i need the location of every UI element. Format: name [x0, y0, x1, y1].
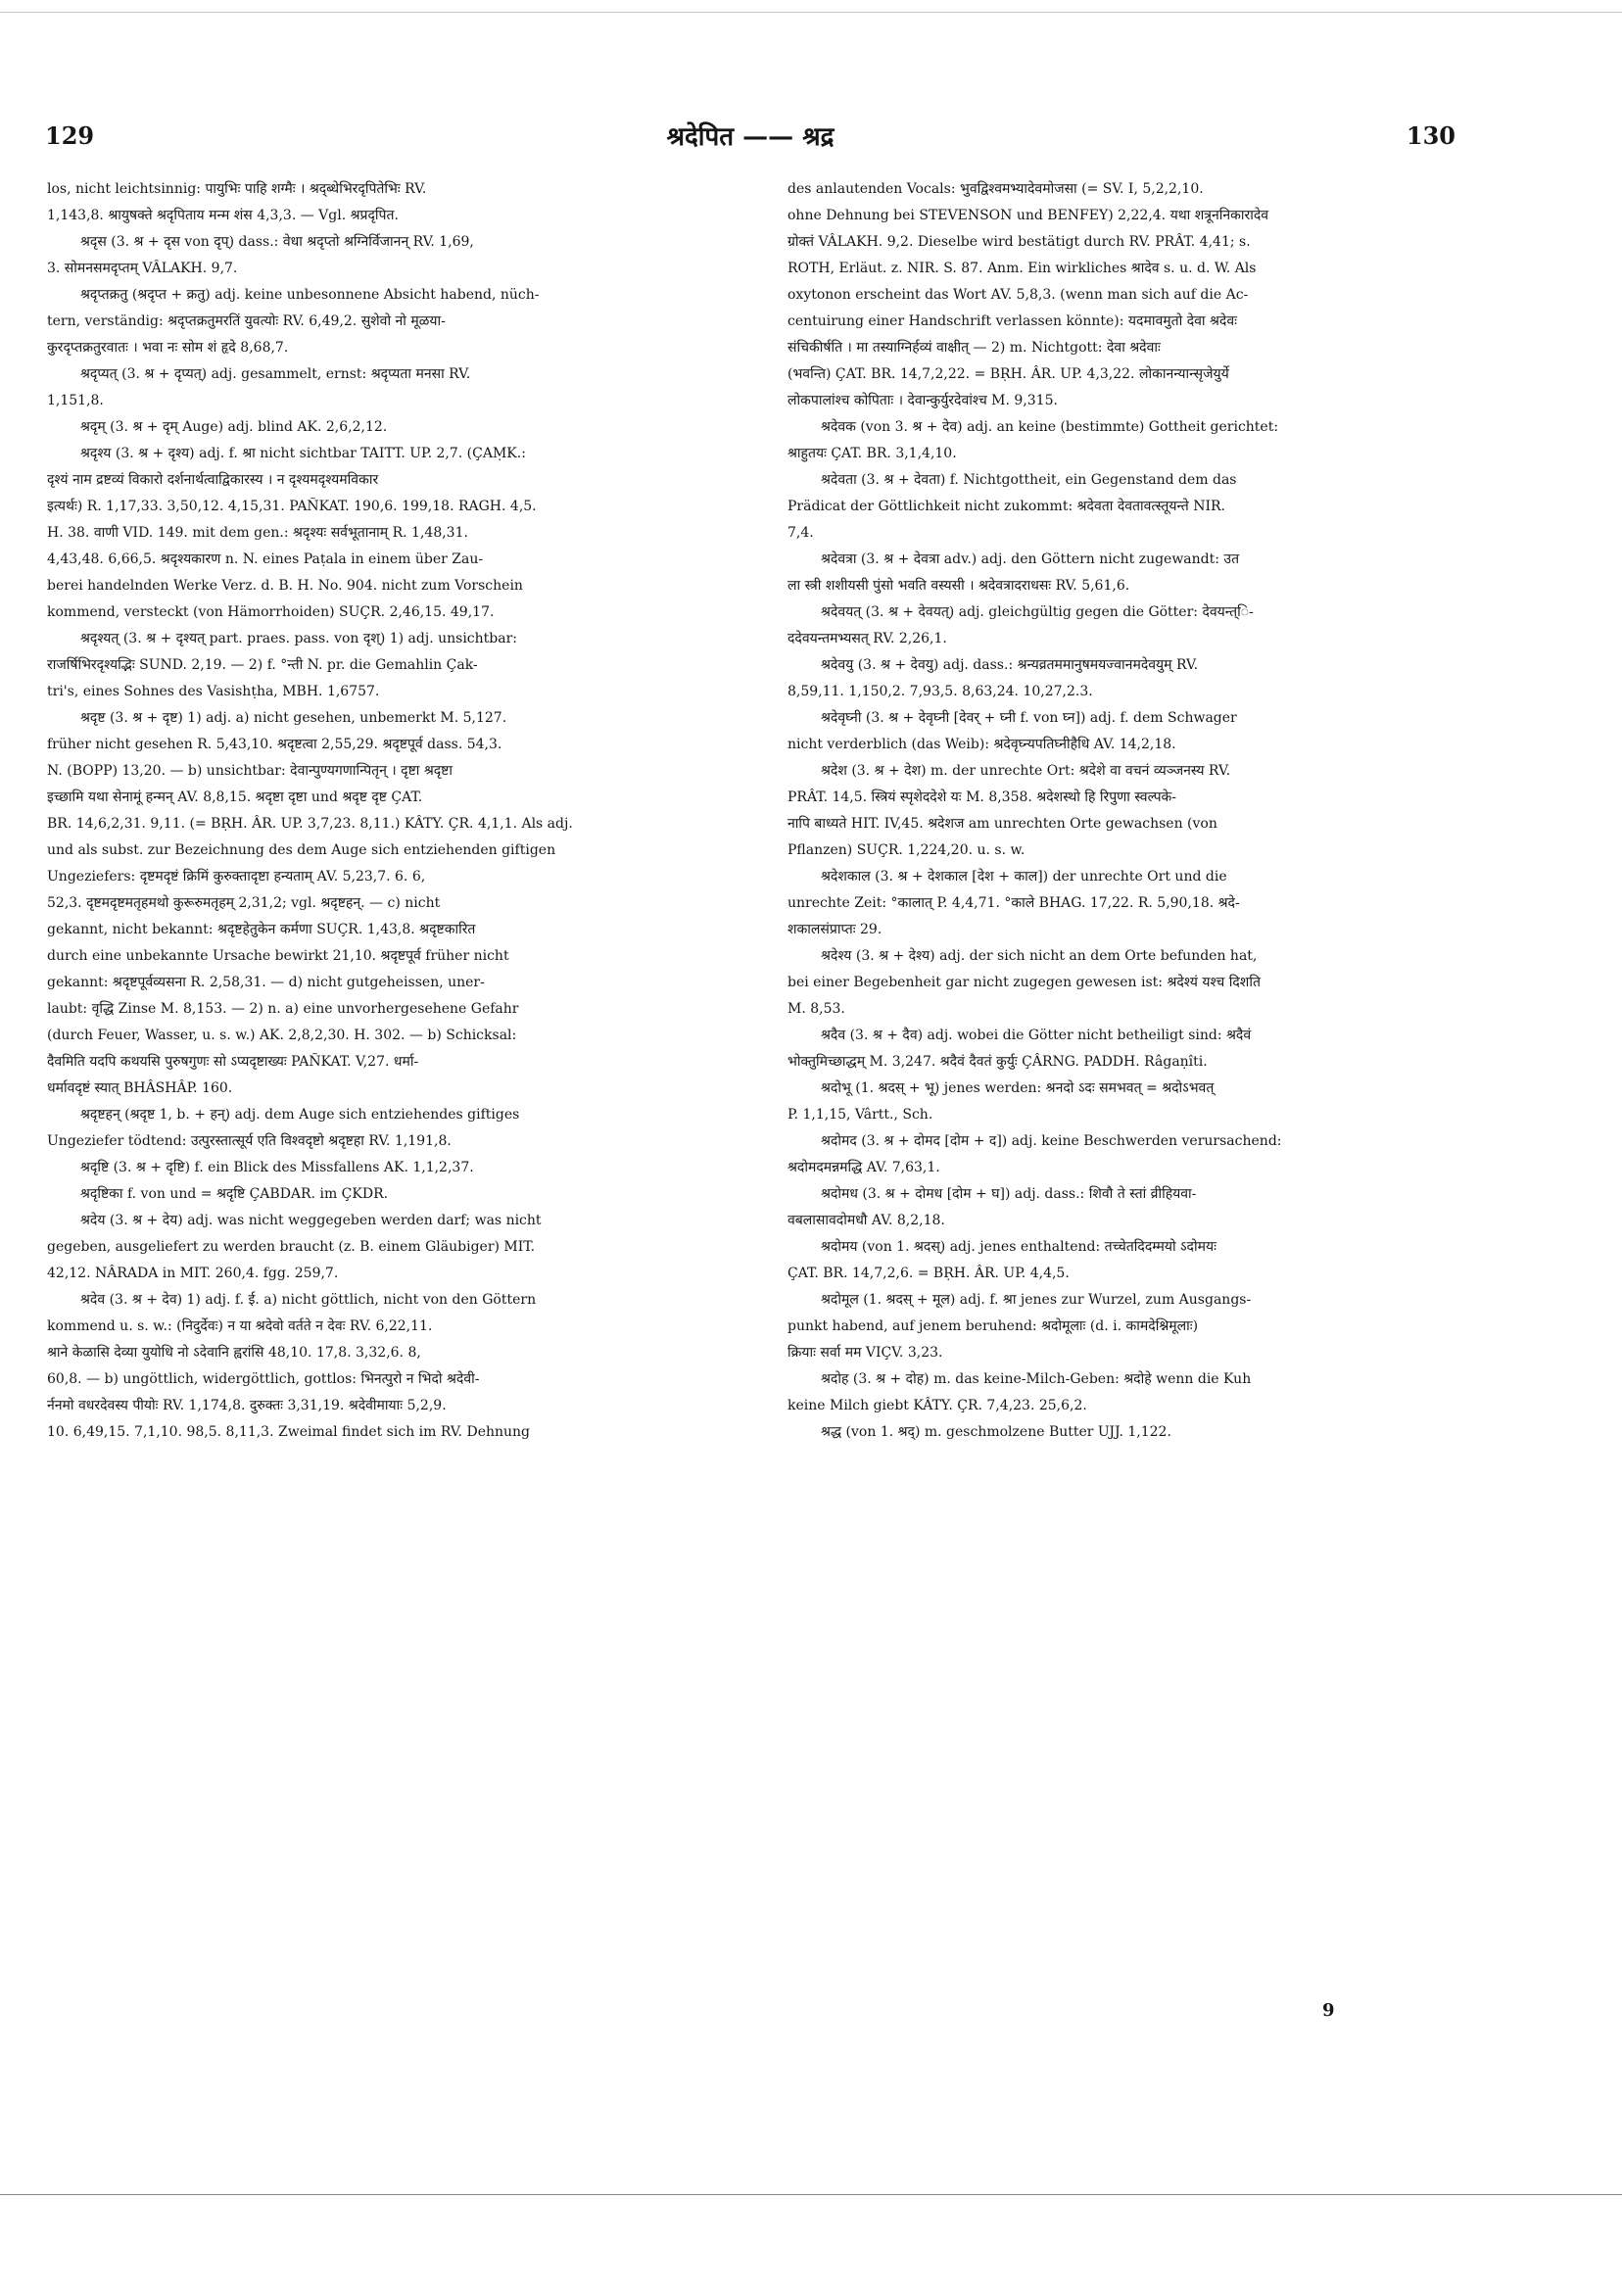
- entry-text-line: 1,151,8.: [47, 393, 104, 408]
- entry-text-line: इच्छामि यथा सेनामूं हन्मन् AV. 8,8,15. श्रदृष्टा दृष्टा und श्रदृष्ट दृष्ट ÇAT.: [47, 789, 423, 805]
- entry-text-line: tri's, eines Sohnes des Vasishṭha, MBH. 1,6757.: [47, 684, 380, 699]
- signature-mark: 9: [1322, 2000, 1335, 2021]
- entry-text-line: भोक्तुमिच्छाद्धम् M. 3,247. श्रदैवं दैवतं कुर्युः ÇÂRNG. PADDH. Râgaṇîti.: [787, 1054, 1208, 1070]
- entry-text-line: unrechte Zeit: °कालात् P. 4,4,71. °काले BHAG. 17,22. R. 5,90,18. श्रदे-: [787, 895, 1240, 911]
- page-number-right: 130: [1406, 121, 1455, 150]
- entry-text-line: oxytonon erscheint das Wort AV. 5,8,3. (wenn man sich auf die Ac-: [787, 287, 1249, 303]
- right-column: [787, 176, 1473, 1998]
- entry-text-line: श्राहुतयः ÇAT. BR. 3,1,4,10.: [787, 446, 957, 461]
- entry-text-line: punkt habend, auf jenem beruhend: श्रदोमूलाः (d. i. कामदेश्निमूलाः): [787, 1318, 1199, 1334]
- entry-text-line: P. 1,1,15, Vârtt., Sch.: [787, 1107, 933, 1123]
- entry-headword-line: श्रदृश्य (3. श्र + दृश्य) adj. f. श्रा nicht sichtbar TAITT. UP. 2,7. (ÇAṂK.:: [80, 446, 526, 461]
- entry-text-line: durch eine unbekannte Ursache bewirkt 21,10. श्रदृष्टपूर्व früher nicht: [47, 948, 509, 964]
- entry-text-line: M. 8,53.: [787, 1001, 845, 1017]
- bottom-rule: [0, 2194, 1622, 2195]
- entry-text-line: र्ननमो वधरदेवस्य पीयोः RV. 1,174,8. दुरुक्तः 3,31,19. श्रदेवीमायाः 5,2,9.: [47, 1398, 447, 1413]
- entry-headword-line: श्रदेय (3. श्र + देय) adj. was nicht weggegeben werden darf; was nicht: [80, 1213, 542, 1228]
- entry-text-line: gegeben, ausgeliefert zu werden braucht (z. B. einem Gläubiger) MIT.: [47, 1239, 536, 1255]
- entry-text-line: keine Milch giebt KÂTY. ÇR. 7,4,23. 25,6,2.: [787, 1398, 1087, 1413]
- entry-headword-line: श्रदोमूल (1. श्रदस् + मूल) adj. f. श्रा jenes zur Wurzel, zum Ausgangs-: [821, 1292, 1252, 1308]
- entry-headword-line: श्रदेवृघ्नी (3. श्र + देवृघ्नी [देवर् + घ्नी f. von घ्न]) adj. f. dem Schwager: [821, 710, 1237, 726]
- entry-text-line: PRÂT. 14,5. स्त्रियं स्पृशेददेशे यः M. 8,358. श्रदेशस्थो हि रिपुणा स्वल्पके-: [787, 789, 1177, 805]
- entry-text-line: N. (BOPP) 13,20. — b) unsichtbar: देवान्पुण्यगणान्पितृन् । दृष्टा श्रदृष्टा: [47, 763, 453, 779]
- entry-headword-line: श्रदृष्टिका f. von und = श्रदृष्टि ÇABDAR. im ÇKDR.: [80, 1186, 389, 1202]
- entry-headword-line: श्रदेव (3. श्र + देव) 1) adj. f. ई. a) nicht göttlich, nicht von den Göttern: [80, 1292, 537, 1308]
- entry-headword-line: श्रदोमय (von 1. श्रदस्) adj. jenes enthaltend: तच्चेतदिदम्मयो ऽदोमयः: [821, 1239, 1216, 1255]
- entry-headword-line: श्रदेश (3. श्र + देश) m. der unrechte Ort: श्रदेशे वा वचनं व्यञ्जनस्य RV.: [821, 763, 1231, 779]
- entry-headword-line: श्रद्ध (von 1. श्रद्) m. geschmolzene Butter UJJ. 1,122.: [821, 1424, 1171, 1440]
- entry-text-line: 10. 6,49,15. 7,1,10. 98,5. 8,11,3. Zweimal findet sich im RV. Dehnung: [47, 1424, 531, 1440]
- top-scan-edge: [0, 12, 1622, 13]
- entry-text-line: tern, verständig: श्रदृप्तक्रतुमरतिं युवत्योः RV. 6,49,2. सुशेवो नो मूळया-: [47, 313, 446, 329]
- entry-text-line: लोकपालांश्च कोपिताः । देवान्कुर्युरदेवांश्च M. 9,315.: [787, 393, 1058, 408]
- entry-text-line: वबलासावदोमधौ AV. 8,2,18.: [787, 1213, 945, 1228]
- entry-text-line: H. 38. वाणी VID. 149. mit dem gen.: श्रदृश्यः सर्वभूतानाम् R. 1,48,31.: [47, 525, 468, 541]
- entry-text-line: श्राने केळासि देव्या युयोधि नो ऽदेवानि ह्वरांसि 48,10. 17,8. 3,32,6. 8,: [47, 1345, 421, 1361]
- entry-text-line: bei einer Begebenheit gar nicht zugegen gewesen ist: श्रदेश्यं यश्च दिशति: [787, 975, 1261, 990]
- entry-headword-line: श्रदेवयत् (3. श्र + देवयत्) adj. gleichgültig gegen die Götter: देवयन्त्ि-: [821, 604, 1254, 620]
- entry-headword-line: श्रदोमध (3. श्र + दोमध [दोम + घ]) adj. dass.: शिवौ ते स्तां व्रीहियवा-: [821, 1186, 1197, 1202]
- entry-headword-line: श्रदोह (3. श्र + दोह) m. das keine-Milch-Geben: श्रदोहे wenn die Kuh: [821, 1371, 1252, 1387]
- entry-headword-line: श्रदेशकाल (3. श्र + देशकाल [देश + काल]) der unrechte Ort und die: [821, 869, 1227, 885]
- entry-text-line: kommend u. s. w.: (निदुर्देवः) न या श्रदेवो वर्तते न देवः RV. 6,22,11.: [47, 1318, 433, 1334]
- entry-text-line: (भवन्ति) ÇAT. BR. 14,7,2,22. = BṚH. ÂR. UP. 4,3,22. लोकानन्यान्सृजेयुर्ये: [787, 366, 1229, 382]
- entry-text-line: gekannt: श्रदृष्टपूर्वव्यसना R. 2,58,31. — d) nicht gutgeheissen, uner-: [47, 975, 485, 990]
- entry-text-line: क्रियाः सर्वा मम VIÇV. 3,23.: [787, 1345, 943, 1361]
- entry-headword-line: श्रदृप्तक्रतु (श्रदृप्त + क्रतु) adj. keine unbesonnene Absicht habend, nüch-: [80, 287, 540, 303]
- entry-text-line: 8,59,11. 1,150,2. 7,93,5. 8,63,24. 10,27,2.3.: [787, 684, 1093, 699]
- entry-text-line: des anlautenden Vocals: भुवद्विश्वमभ्यादेवमोजसा (= SV. I, 5,2,2,10.: [787, 181, 1204, 197]
- entry-text-line: ROTH, Erläut. z. NIR. S. 87. Anm. Ein wirkliches श्रादेव s. u. d. W. Als: [787, 261, 1257, 276]
- entry-text-line: gekannt, nicht bekannt: श्रदृष्टहेतुकेन कर्मणा SUÇR. 1,43,8. श्रदृष्टकारित: [47, 922, 476, 937]
- entry-text-line: दैवमिति यदपि कथयसि पुरुषगुणः सो ऽप्यदृष्टाख्यः PAÑKAT. V,27. धर्मा-: [47, 1054, 419, 1070]
- entry-text-line: berei handelnden Werke Verz. d. B. H. No. 904. nicht zum Vorschein: [47, 578, 523, 594]
- entry-headword-line: श्रदोभू (1. श्रदस् + भू) jenes werden: श्रनदो ऽदः समभवत् = श्रदोऽभवत्: [821, 1080, 1215, 1096]
- entry-text-line: इत्यर्थः) R. 1,17,33. 3,50,12. 4,15,31. PAÑKAT. 190,6. 199,18. RAGH. 4,5.: [47, 499, 537, 514]
- entry-text-line: (durch Feuer, Wasser, u. s. w.) AK. 2,8,2,30. H. 302. — b) Schicksal:: [47, 1028, 517, 1043]
- entry-text-line: राजर्षिभिरदृश्यद्भिः SUND. 2,19. — 2) f. °न्ती N. pr. die Gemahlin Çak-: [47, 657, 478, 673]
- entry-text-line: शकालसंप्राप्तः 29.: [787, 922, 883, 937]
- entry-text-line: nicht verderblich (das Weib): श्रदेवृघ्न्यपतिघ्नीहैधि AV. 14,2,18.: [787, 737, 1176, 752]
- entry-text-line: कुरदृप्तक्रतुरवातः । भवा नः सोम शं हृदे 8,68,7.: [47, 340, 289, 356]
- entry-text-line: ला स्त्री शशीयसी पुंसो भवति वस्यसी । श्रदेवत्रादराधसः RV. 5,61,6.: [787, 578, 1130, 594]
- entry-text-line: Prädicat der Göttlichkeit nicht zukommt: श्रदेवता देवतावत्स्तूयन्ते NIR.: [787, 499, 1225, 514]
- entry-headword-line: श्रदृष्टि (3. श्र + दृष्टि) f. ein Blick des Missfallens AK. 1,1,2,37.: [80, 1160, 474, 1175]
- entry-headword-line: श्रदृष्ट (3. श्र + दृष्ट) 1) adj. a) nicht gesehen, unbemerkt M. 5,127.: [80, 710, 507, 726]
- running-head: श्रदेपित —— श्रद्र: [666, 122, 835, 152]
- entry-text-line: नापि बाध्यते HIT. IV,45. श्रदेशज am unrechten Orte gewachsen (von: [787, 816, 1217, 832]
- entry-text-line: Ungeziefers: दृष्टमदृष्टं क्रिमिं कुरुक्तादृष्टा हन्यताम् AV. 5,23,7. 6. 6,: [47, 869, 426, 885]
- entry-text-line: ददेवयन्तमभ्यसत् RV. 2,26,1.: [787, 631, 947, 646]
- entry-text-line: धर्मावदृष्टं स्यात् BHÂSHÂP. 160.: [47, 1080, 233, 1096]
- entry-text-line: und als subst. zur Bezeichnung des dem Auge sich entziehenden giftigen: [47, 842, 556, 858]
- entry-headword-line: श्रदेवक (von 3. श्र + देव) adj. an keine (bestimmte) Gottheit gerichtet:: [821, 419, 1279, 435]
- entry-headword-line: श्रदैव (3. श्र + दैव) adj. wobei die Götter nicht betheiligt sind: श्रदैवं: [821, 1028, 1252, 1043]
- entry-text-line: दृश्यं नाम द्रष्टव्यं विकारो दर्शनार्थत्वाद्विकारस्य । न दृश्यमदृश्यमविकार: [47, 472, 379, 488]
- entry-headword-line: श्रदेश्य (3. श्र + देश्य) adj. der sich nicht an dem Orte befunden hat,: [821, 948, 1258, 964]
- entry-text-line: früher nicht gesehen R. 5,43,10. श्रदृष्टत्वा 2,55,29. श्रदृष्टपूर्व dass. 54,3.: [47, 737, 502, 752]
- left-column: [47, 176, 733, 1998]
- page-number-left: 129: [45, 121, 95, 150]
- entry-text-line: ग्रोक्तं VÂLAKH. 9,2. Dieselbe wird bestätigt durch RV. PRÂT. 4,41; s.: [787, 234, 1251, 250]
- entry-headword-line: श्रदृश्यत् (3. श्र + दृश्यत् part. praes. pass. von दृश्) 1) adj. unsichtbar:: [80, 631, 518, 646]
- entry-text-line: 3. सोमनसमदृप्तम् VÂLAKH. 9,7.: [47, 261, 238, 276]
- page-header: [45, 118, 1455, 165]
- entry-text-line: laubt: वृद्धि Zinse M. 8,153. — 2) n. a) eine unvorhergesehene Gefahr: [47, 1001, 519, 1017]
- entry-text-line: श्रदोमदमन्नमद्धि AV. 7,63,1.: [787, 1160, 940, 1175]
- entry-text-line: Pflanzen) SUÇR. 1,224,20. u. s. w.: [787, 842, 1026, 858]
- entry-text-line: los, nicht leichtsinnig: पायुभिः पाहि शग्मैः । श्रद्ब्धेभिरदृपितेभिः RV.: [47, 181, 427, 197]
- entry-headword-line: श्रदृम् (3. श्र + दृम् Auge) adj. blind AK. 2,6,2,12.: [80, 419, 388, 435]
- entry-text-line: ohne Dehnung bei STEVENSON und BENFEY) 2,22,4. यथा शत्रूननिकारादेव: [787, 208, 1269, 223]
- entry-text-line: संचिकीर्षति । मा तस्याग्निर्हव्यं वाक्षीत् — 2) m. Nichtgott: देवा श्रदेवाः: [787, 340, 1161, 356]
- entry-text-line: 1,143,8. श्रायुषक्ते श्रदृपिताय मन्म शंस 4,3,3. — Vgl. श्रप्रदृपित.: [47, 208, 399, 223]
- entry-text-line: BR. 14,6,2,31. 9,11. (= BṚH. ÂR. UP. 3,7,23. 8,11.) KÂTY. ÇR. 4,1,1. Als adj.: [47, 816, 573, 832]
- entry-text-line: kommend, versteckt (von Hämorrhoiden) SUÇR. 2,46,15. 49,17.: [47, 604, 495, 620]
- entry-text-line: Ungeziefer tödtend: उत्पुरस्तात्सूर्य एति विश्वदृष्टो श्रदृष्टहा RV. 1,191,8.: [47, 1133, 452, 1149]
- entry-headword-line: श्रदृष्टहन् (श्रदृष्ट 1, b. + हन्) adj. dem Auge sich entziehendes giftiges: [80, 1107, 520, 1123]
- entry-text-line: 4,43,48. 6,66,5. श्रदृश्यकारण n. N. eines Paṭala in einem über Zau-: [47, 551, 484, 567]
- entry-headword-line: श्रदृप्यत् (3. श्र + दृप्यत्) adj. gesammelt, ernst: श्रदृप्यता मनसा RV.: [80, 366, 471, 382]
- entry-headword-line: श्रदृस (3. श्र + दृस von दृप्) dass.: वेधा श्रदृप्तो श्रग्निर्विजानन् RV. 1,69,: [80, 234, 474, 250]
- entry-text-line: 52,3. दृष्टमदृष्टमतृहमथो कुरूरुमतृहम् 2,31,2; vgl. श्रदृष्टहन्. — c) nicht: [47, 895, 441, 911]
- entry-text-line: ÇAT. BR. 14,7,2,6. = BṚH. ÂR. UP. 4,4,5.: [787, 1266, 1070, 1281]
- entry-headword-line: श्रदोमद (3. श्र + दोमद [दोम + द]) adj. keine Beschwerden verursachend:: [821, 1133, 1282, 1149]
- entry-headword-line: श्रदेवता (3. श्र + देवता) f. Nichtgottheit, ein Gegenstand dem das: [821, 472, 1237, 488]
- entry-text-line: centuirung einer Handschrift verlassen könnte): यदमावमुतो देवा श्रदेवः: [787, 313, 1237, 329]
- entry-headword-line: श्रदेवयु (3. श्र + देवयु) adj. dass.: श्रन्यव्रतममानुषमयज्वानमदेवयुम् RV.: [821, 657, 1199, 673]
- entry-text-line: 42,12. NÂRADA in MIT. 260,4. fgg. 259,7.: [47, 1266, 339, 1281]
- entry-text-line: 7,4.: [787, 525, 814, 541]
- entry-headword-line: श्रदेवत्रा (3. श्र + देवत्रा adv.) adj. den Göttern nicht zugewandt: उत: [821, 551, 1240, 567]
- entry-text-line: 60,8. — b) ungöttlich, widergöttlich, gottlos: भिनत्पुरो न भिदो श्रदेवी-: [47, 1371, 480, 1387]
